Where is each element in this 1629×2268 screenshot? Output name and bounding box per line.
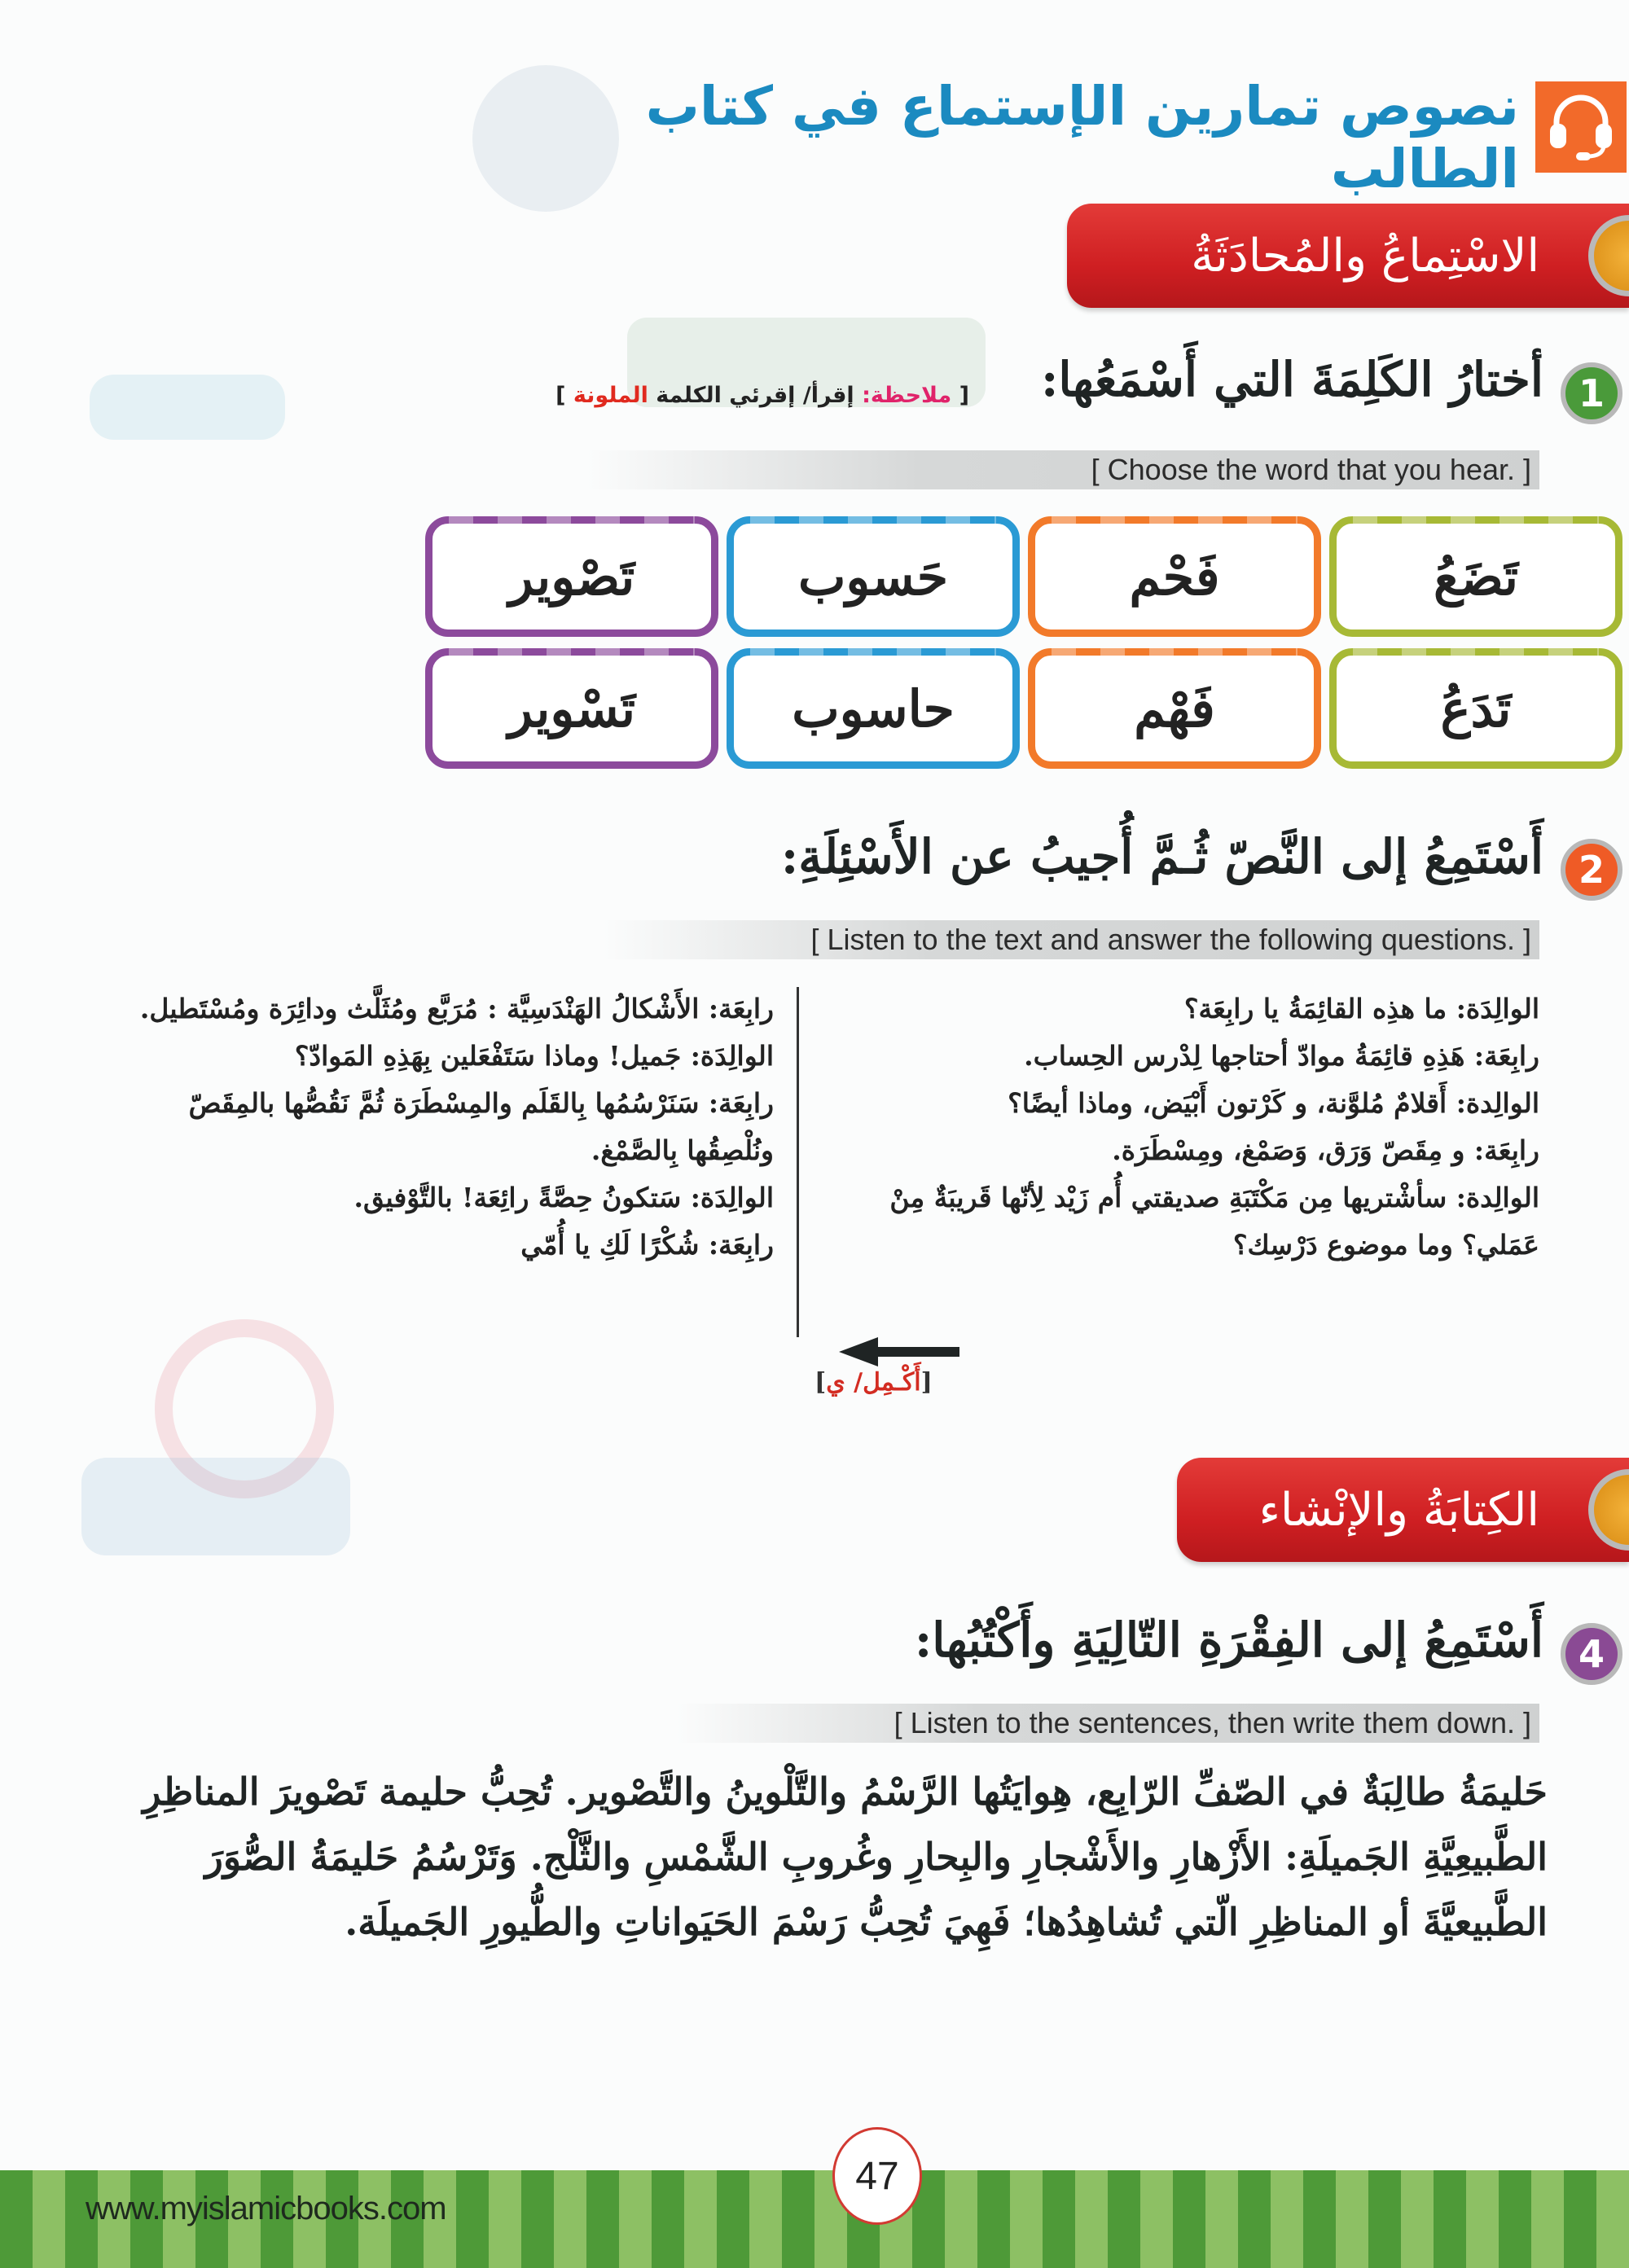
dialogue-line: الوالِدة: سأشْتريها مِن مَكْتَبَةِ صديقتي أُم زَيْد لِأنّها قَريبَةٌ مِنْ [889,1182,1539,1213]
exercise-number-badge: 4 [1561,1623,1622,1685]
section-label: الكِتابَةُ والإنْشاء [1258,1483,1539,1537]
dialogue-line: عَمَلي؟ وما موضوع دَرْسِك؟ [1233,1229,1539,1261]
section-banner-listening [1067,204,1629,308]
section-badge-icon [1588,1469,1629,1551]
continue-label[interactable]: [أَكْـمِل/ ي] [814,1368,933,1397]
dialogue-line: رابِعَة: الأَشْكالُ الهَنْدَسِيَّة : مُرَبَّع ومُثَلَّث ودائِرَة ومُسْتَطيل. [139,993,774,1024]
exercise-number-badge: 1 [1561,362,1622,424]
page-number: 47 [832,2127,922,2225]
instruction-english: [ Listen to the text and answer the following questions. ] [603,920,1539,959]
dialogue-line: رابِعَة: سَنَرْسُمُها بِالقَلَم والمِسْطَرَة ثُمَّ نَقُصُّها بالمِقَصّ [188,1087,774,1119]
exercise-title: أَسْتَمِعُ إلى النَّصّ ثُـمَّ أُجيبُ عن الأَسْئِلَةِ: [780,829,1543,884]
dialogue-line: الوالِدَة: سَتكونُ حِصَّةً رائِعَة! بالتَّوْفيق. [353,1182,774,1213]
exercise-note: [ ملاحظة: إقرأ/ إقرئي الكلمة الملونة ] [555,383,969,408]
dictation-paragraph [130,1759,1548,1954]
dialogue-line: رابِعَة: شُكْرًا لَكِ يا أُمّي [520,1229,774,1261]
arrow-left-icon [839,1336,961,1371]
exercise-title: أختارُ الكَلِمَةَ التي أَسْمَعُها: [1040,352,1543,407]
section-badge-icon [1588,215,1629,296]
dialogue-line: ونُلْصِقُها بِالصَّمْغ. [591,1134,774,1166]
paragraph-line: حَليمَةُ طالِبَةٌ في الصّفِّ الرّابِع، هِوايَتُها الرَّسْمُ والتَّلْوينُ والتَّصْوير. تُحِبُّ حليمة تَصْويرَ المناظِرِ [143,1770,1548,1814]
page-title: نصوص تمارين الإستماع في كتاب الطالب [645,75,1519,200]
instruction-english: [ Listen to the sentences, then write them down. ] [676,1704,1539,1743]
ghost-badge [472,65,619,212]
word-card[interactable]: حَسوب [727,516,1020,637]
instruction-english: [ Choose the word that you hear. ] [586,450,1539,489]
dialogue-column-right [823,985,1539,1269]
dialogue-line: الوالِدَة: جَميل! وماذا سَتَفْعَلين بِهَذِهِ المَوادّ؟ [294,1040,774,1072]
footer-url[interactable]: www.myislamicbooks.com [86,2191,446,2226]
paragraph-line: الطَّبيعيَّةَ أو المناظِرِ الّتي تُشاهِدُها؛ فَهِيَ تُحِبُّ رَسْمَ الحَيَواناتِ والطُّيورِ الجَميلَة. [345,1900,1548,1944]
note-label: ملاحظة: [862,383,952,408]
ghost-pill-2 [81,1458,350,1555]
section-label: الاسْتِماعُ والمُحادَثَةُ [1191,229,1539,283]
dialogue-column-left [122,985,774,1269]
dialogue-line: الوالِدَة: ما هذِه القائِمَةُ يا رابِعَة؟ [1183,993,1539,1024]
dialogue-line: رابِعَة: و مِقَصّ وَرَق، وَصَمْغ، ومِسْطَرَة. [1112,1134,1539,1166]
column-divider [797,987,799,1337]
word-cards-grid [425,513,1622,774]
word-card[interactable]: تَسْوير [425,648,718,769]
word-card[interactable]: حاسوب [727,648,1020,769]
dialogue-line: رابِعَة: هَذِهِ قائِمَةُ موادّ أحتاجها لِدْرس الحِساب. [1024,1040,1539,1072]
word-card[interactable]: فَهْم [1028,648,1321,769]
headset-icon [1535,81,1627,173]
ghost-pill [90,375,285,440]
dialogue-line: الوالِدة: أَقلامٌ مُلوَّنة، و كَرْتون أَبْيَض، وماذا أيضًا؟ [1008,1087,1539,1119]
note-text: إقرأ/ إقرئي الكلمة [648,383,863,408]
note-highlight: الملونة [573,383,648,408]
paragraph-line: الطَّبيعِيَّةِ الجَميلَةِ: الأَزْهارِ والأَشْجارِ والبِحارِ وغُروبِ الشَّمْسِ والثَّلْج. وَتَرْسُمُ حَليمَةُ الصُّوَرَ [204,1835,1548,1879]
word-card[interactable]: تَصْوير [425,516,718,637]
exercise-title: أَسْتَمِعُ إلى الفِقْرَةِ التّالِيَةِ وأَكْتُبُها: [914,1612,1543,1668]
section-banner-writing [1177,1458,1629,1562]
exercise-number-badge: 2 [1561,839,1622,901]
word-card[interactable]: تَضَعُ [1329,516,1622,637]
word-card[interactable]: تَدَعُ [1329,648,1622,769]
word-card[interactable]: فَحْم [1028,516,1321,637]
ghost-target-icon [155,1319,334,1498]
